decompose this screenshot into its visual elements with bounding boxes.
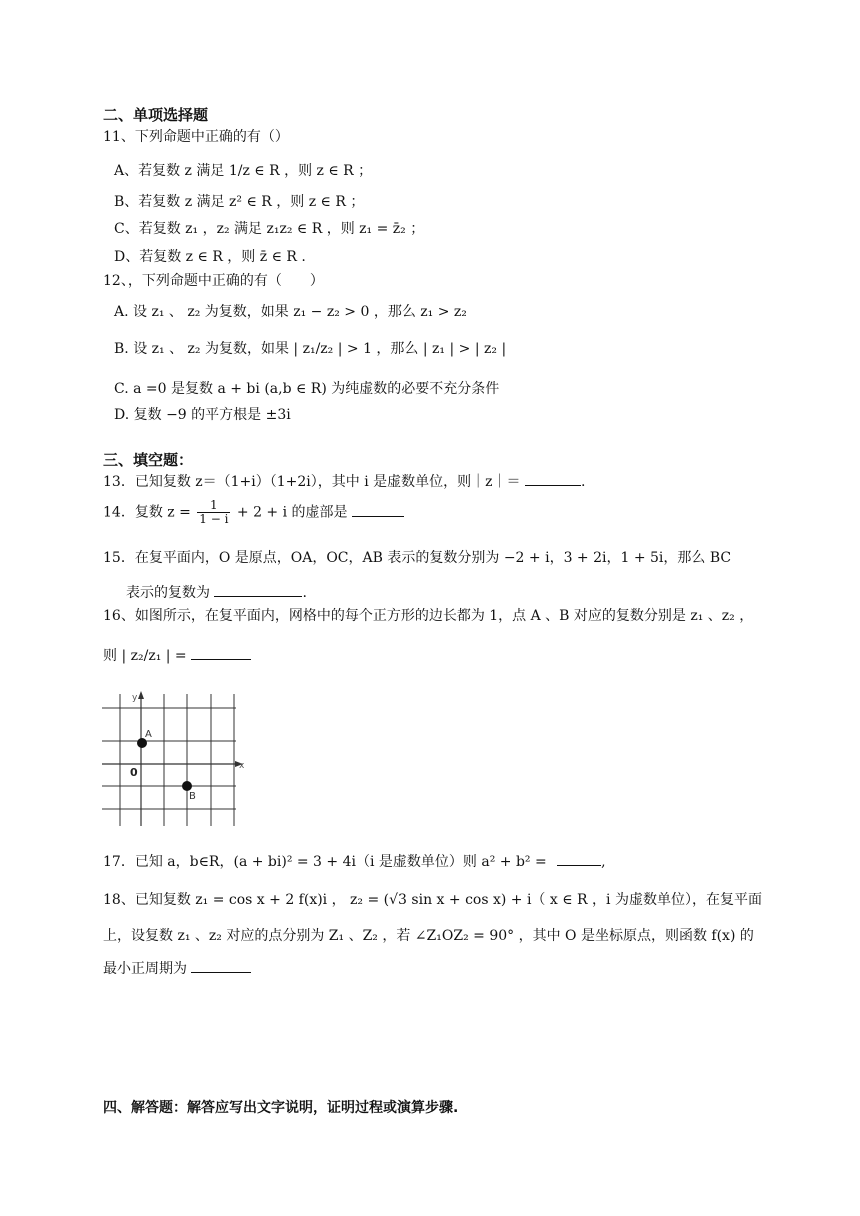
y-axis-label: y xyxy=(132,693,138,703)
q13-text: 13．已知复数 z＝（1+i）（1+2i），其中 i 是虚数单位，则｜z｜＝ xyxy=(103,474,521,490)
q16-line-2 xyxy=(103,645,251,665)
x-axis-label: x xyxy=(239,761,245,771)
q15-answer-blank[interactable] xyxy=(214,595,302,597)
q12-option-a: A. 设 z₁ 、 z₂ 为复数，如果 z₁ − z₂ > 0 ，那么 z₁ > z₂ xyxy=(114,304,467,320)
q18-line-2: 上，设复数 z₁ 、z₂ 对应的点分别为 Z₁ 、Z₂ ，若 ∠Z₁OZ₂ = 90° ，其中 O 是坐标原点，则函数 f(x) 的 xyxy=(103,928,754,944)
q17: 17．已知 a，b∈R，(a + bi)² = 3 + 4i（i 是虚数单位）则 a² + b² = , xyxy=(103,854,606,870)
q14-answer-blank[interactable] xyxy=(352,515,404,517)
y-axis-arrow-icon xyxy=(138,691,144,699)
q14-fraction: $\frac{1}{1 - i}$ xyxy=(199,498,229,526)
q15-line-2: 表示的复数为 . xyxy=(126,585,307,601)
q11-stem: 11、下列命题中正确的有（） xyxy=(103,129,289,145)
q13-answer-blank[interactable] xyxy=(525,484,581,486)
q18-text-c: 最小正周期为 xyxy=(103,961,187,977)
q11-option-b: B、若复数 z 满足 z² ∈ R ，则 z ∈ R ； xyxy=(114,194,365,210)
q16-answer-blank[interactable] xyxy=(191,658,251,660)
q12-option-c: C. a =0 是复数 a + bi (a,b ∈ R) 为纯虚数的必要不充分条件 xyxy=(114,381,500,397)
q11-option-a: A、若复数 z 满足 1/z ∈ R ，则 z ∈ R ； xyxy=(114,163,373,179)
complex-plane-grid-figure xyxy=(98,688,250,830)
q16-text-b: 则 | z₂/z₁ | = xyxy=(103,648,187,664)
q16-line-1: 16、如图所示，在复平面内，网格中的每个正方形的边长都为 1，点 A 、B 对应的复数分别是 z₁ 、z₂ ， xyxy=(103,608,754,624)
q13: 13．已知复数 z＝（1+i）（1+2i），其中 i 是虚数单位，则｜z｜＝ . xyxy=(103,474,586,490)
q17-text: 17．已知 a，b∈R，(a + bi)² = 3 + 4i（i 是虚数单位）则 a² + b² = xyxy=(103,854,547,870)
q11-option-c: C、若复数 z₁ ，z₂ 满足 z₁z₂ ∈ R ，则 z₁ = z̄₂ ； xyxy=(114,221,425,237)
q11-option-d: D、若复数 z ∈ R ，则 z̄ ∈ R . xyxy=(114,249,306,265)
q12-option-d: D. 复数 −9 的平方根是 ±3i xyxy=(114,407,291,423)
q12-stem: 12、，下列命题中正确的有（ ） xyxy=(103,273,324,289)
point-b-label: B xyxy=(189,791,196,802)
q15-line-1: 15．在复平面内，O 是原点，OA，OC，AB 表示的复数分别为 −2 + i，3 + 2i，1 + 5i，那么 BC xyxy=(103,550,732,566)
point-b xyxy=(182,781,192,791)
q18-line-1: 18、已知复数 z₁ = cos x + 2 f(x)i ， z₂ = (√3 sin x + cos x) + i（ x ∈ R ，i 为虚数单位），在复平面 xyxy=(103,892,762,908)
origin-label: 0 xyxy=(130,766,138,779)
point-a-label: A xyxy=(145,729,152,740)
q14-text-a: 14．复数 z = xyxy=(103,504,191,521)
q18-line-3 xyxy=(103,958,251,978)
q12-option-b: B. 设 z₁ 、 z₂ 为复数，如果 | z₁/z₂ | > 1 ，那么 | z₁ | > | z₂ | xyxy=(114,341,507,357)
section-3-heading: 三、填空题： xyxy=(103,451,194,469)
q15-text-b: 表示的复数为 xyxy=(126,585,210,601)
q18-answer-blank[interactable] xyxy=(191,971,251,973)
section-2-heading: 二、单项选择题 xyxy=(103,106,209,124)
section-4-heading: 四、解答题：解答应写出文字说明，证明过程或演算步骤. xyxy=(103,1100,459,1116)
q17-answer-blank[interactable] xyxy=(557,864,601,866)
q14-text-b: + 2 + i 的虚部是 xyxy=(236,504,348,521)
q14 xyxy=(103,499,404,526)
